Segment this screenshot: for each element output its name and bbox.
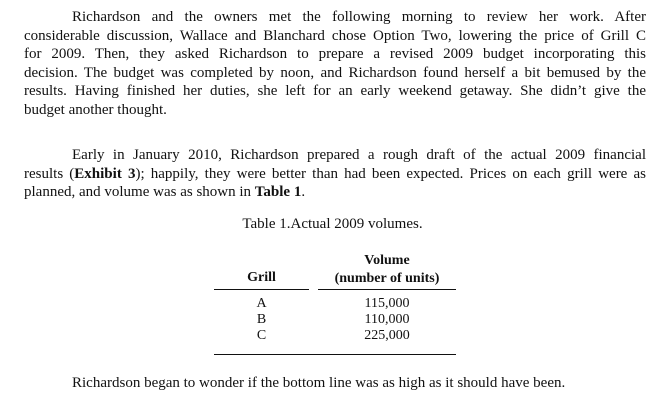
paragraph-line: for 2009. Then, they asked Richardson to prepare a revised 2009 budget incorporating this xyxy=(24,46,646,63)
paragraph-line: results. Having finished her duties, she left for an early weekend getaway. She didn’t give the xyxy=(24,83,646,100)
paragraph-line xyxy=(24,183,646,202)
paragraph-line: Early in January 2010, Richardson prepared a rough draft of the actual 2009 financial xyxy=(72,147,646,163)
table-reference: Table 1 xyxy=(254,184,302,201)
paragraph-line: Richardson and the owners met the following morning to review her work. After xyxy=(72,9,646,25)
volumes-table xyxy=(214,250,456,343)
table-row xyxy=(214,328,456,344)
header-rule xyxy=(318,289,456,290)
paragraph-line: considerable discussion, Wallace and Blanchard chose Option Two, lowering the price of Grill C xyxy=(24,27,646,44)
paragraph-bottom-line xyxy=(24,374,646,393)
table-caption: Table 1.Actual 2009 volumes. xyxy=(242,216,423,232)
cell-grill: C xyxy=(256,327,267,343)
paragraph-line xyxy=(24,165,646,184)
cell-volume: 110,000 xyxy=(364,311,410,327)
cell-volume: 115,000 xyxy=(364,296,410,311)
text-fragment: results ( xyxy=(24,165,75,182)
table-row xyxy=(214,296,456,312)
header-volume-line2: (number of units) xyxy=(334,271,440,286)
exhibit-reference: Exhibit 3 xyxy=(74,165,136,182)
cell-grill: A xyxy=(256,296,267,311)
table-header xyxy=(214,250,456,288)
paragraph-line: Richardson began to wonder if the bottom line was as high as it should have been. xyxy=(72,375,566,391)
cell-grill: B xyxy=(256,311,267,327)
header-volume-line1: Volume xyxy=(364,253,410,268)
paragraph-line: budget another thought. xyxy=(24,101,167,118)
table-row xyxy=(214,312,456,328)
text-fragment: ); happily, they were better than had been expected. Prices on each grill were as xyxy=(135,165,646,182)
header-rule xyxy=(214,289,309,290)
header-grill: Grill xyxy=(247,270,276,285)
table-body xyxy=(214,296,456,343)
paragraph-budget-revision xyxy=(24,8,646,120)
paragraph-line: decision. The budget was completed by noon, and Richardson found herself a bit bemused by the xyxy=(24,64,646,81)
text-fragment: planned, and volume was as shown in xyxy=(24,184,255,201)
cell-volume: 225,000 xyxy=(364,327,410,343)
header-volume xyxy=(318,252,456,288)
text-fragment: . xyxy=(301,184,306,201)
table-bottom-rule xyxy=(214,354,456,355)
paragraph-actual-results xyxy=(24,146,646,202)
